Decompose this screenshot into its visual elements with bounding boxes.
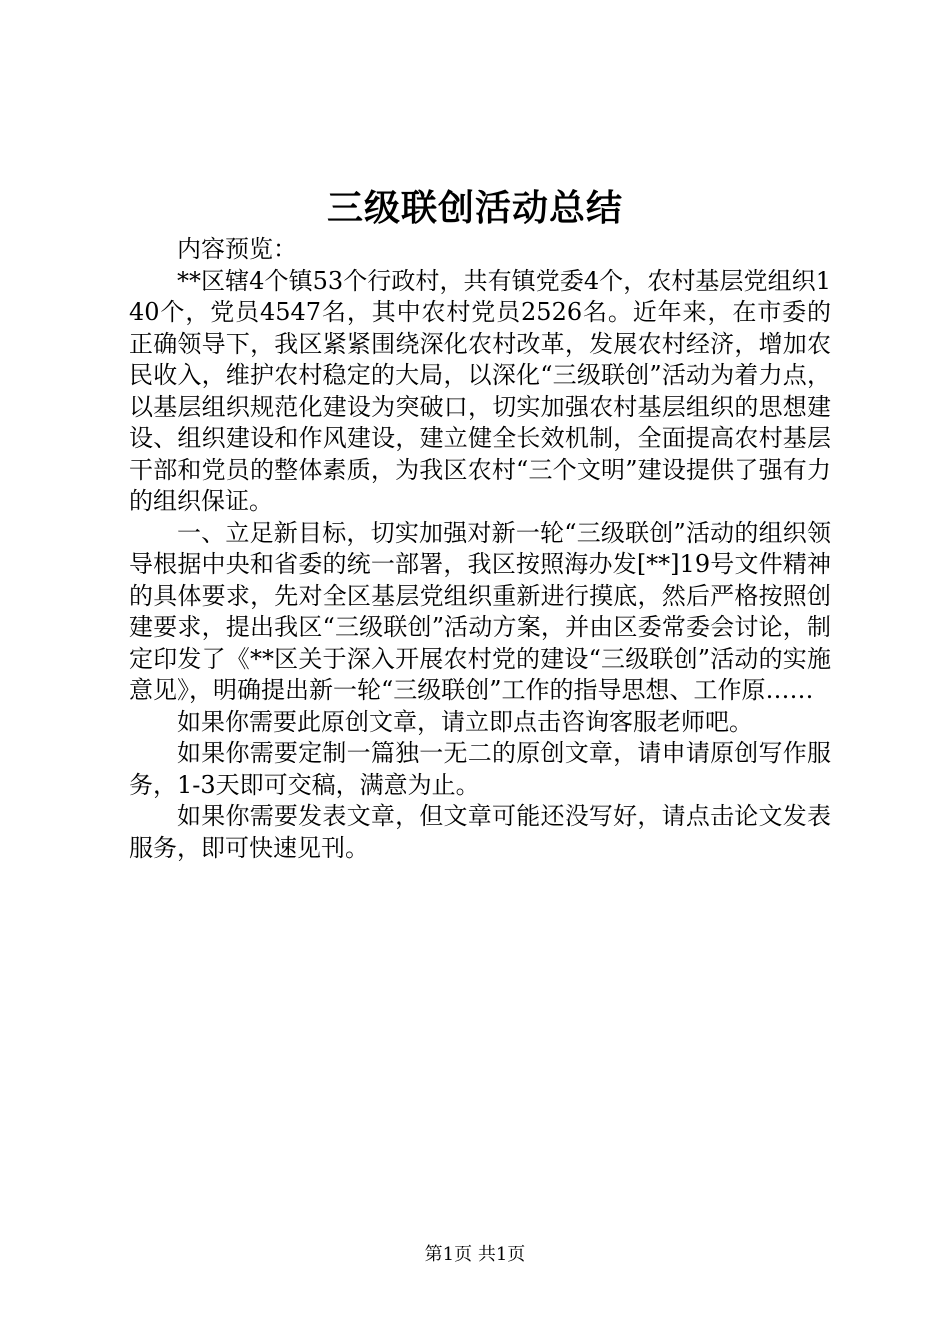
preview-label: 内容预览：: [177, 235, 297, 263]
paragraph-consult-link[interactable]: 如果你需要此原创文章，请立即点击咨询客服老师吧。: [177, 707, 753, 736]
paragraph-section-one: 一、立足新目标，切实加强对新一轮“三级联创”活动的组织领导根据中央和省委的统一部署，我区按照海办发[**]19号文件精神的具体要求，先对全区基层党组织重新进行摸底，然后严格按照创建要求，提出我区“三级联创”活动方案，并由区委常委会讨论，制定印发了《**区关于深入开展农村党的建设“三级联创”活动的实施意见》，明确提出新一轮“三级联创”工作的指导思想、工作原……: [129, 518, 831, 704]
document-title: 三级联创活动总结: [326, 187, 623, 229]
paragraph-intro: **区辖4个镇53个行政村，共有镇党委4个，农村基层党组织140个，党员4547名，其中农村党员2526名。近年来，在市委的正确领导下，我区紧紧围绕深化农村改革，发展农村经济，增加农民收入，维护农村稳定的大局，以深化“三级联创”活动为着力点，以基层组织规范化建设为突破口，切实加强农村基层组织的思想建设、组织建设和作风建设，建立健全长效机制，全面提高农村基层干部和党员的整体素质，为我区农村“三个文明”建设提供了强有力的组织保证。: [129, 266, 831, 515]
page-number-footer: 第1页 共1页: [424, 1244, 526, 1265]
document-body: [129, 234, 831, 864]
paragraph-publish-link[interactable]: 如果你需要发表文章，但文章可能还没写好，请点击论文发表服务，即可快速见刊。: [129, 802, 831, 862]
paragraph-custom-writing-link[interactable]: 如果你需要定制一篇独一无二的原创文章，请申请原创写作服务，1-3天即可交稿，满意为止。: [129, 739, 831, 799]
